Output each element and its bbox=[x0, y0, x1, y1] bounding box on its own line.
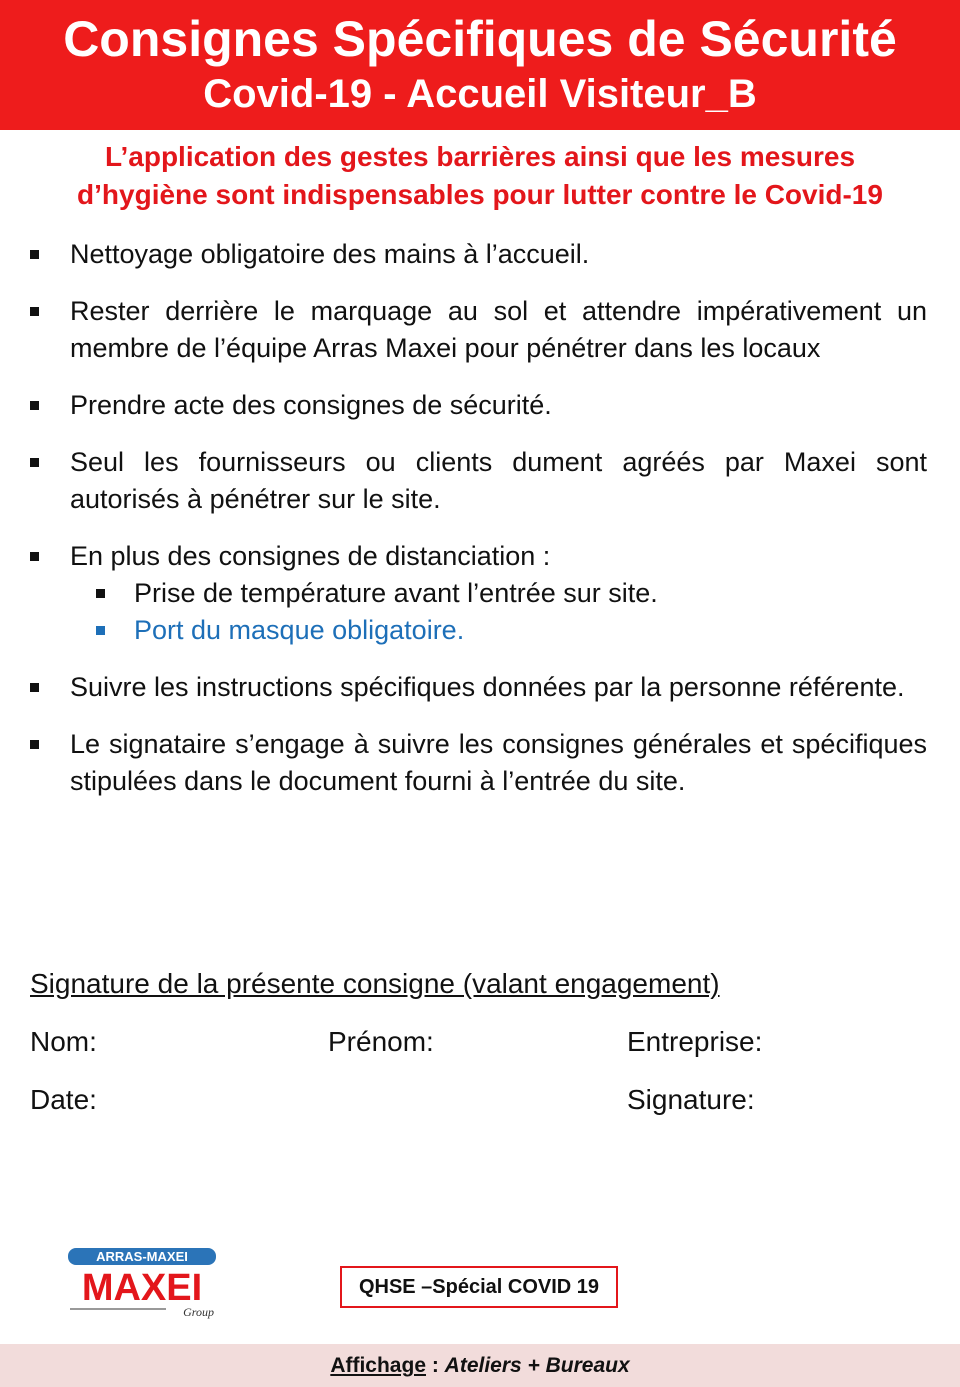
sub-list-item bbox=[30, 612, 927, 649]
square-bullet-icon bbox=[30, 307, 39, 316]
entreprise-field-label: Entreprise: bbox=[627, 1026, 763, 1057]
logo-main-text: MAXEI bbox=[81, 1267, 203, 1309]
footer-value: Ateliers + Bureaux bbox=[444, 1354, 630, 1377]
sub-list-item-text: Prise de température avant l’entrée sur site. bbox=[134, 578, 658, 608]
list-item-text: En plus des consignes de distanciation : bbox=[70, 541, 551, 571]
header-banner bbox=[0, 0, 960, 130]
list-item-text: Nettoyage obligatoire des mains à l’accueil. bbox=[70, 239, 590, 269]
list-item bbox=[30, 236, 927, 273]
square-bullet-icon bbox=[96, 589, 105, 598]
signature-field-label: Signature: bbox=[627, 1084, 755, 1115]
square-bullet-icon bbox=[30, 250, 39, 259]
page-subtitle: Covid-19 - Accueil Visiteur_B bbox=[203, 72, 757, 116]
list-item bbox=[30, 538, 927, 575]
sub-list-item bbox=[30, 575, 927, 612]
nom-field-label: Nom: bbox=[30, 1026, 97, 1057]
list-item-text: Prendre acte des consignes de sécurité. bbox=[70, 390, 552, 420]
square-bullet-icon bbox=[30, 401, 39, 410]
list-item-text: Rester derrière le marquage au sol et attendre impérativement un membre de l’équipe Arras Maxei pour pénétrer dans les locaux bbox=[70, 296, 927, 363]
list-item bbox=[30, 387, 927, 424]
list-item-text: Seul les fournisseurs ou clients dument agréés par Maxei sont autorisés à pénétrer sur le site. bbox=[70, 447, 927, 514]
list-item bbox=[30, 726, 927, 800]
instructions-list bbox=[30, 236, 927, 820]
list-item bbox=[30, 444, 927, 518]
sub-list-item-text: Port du masque obligatoire. bbox=[134, 615, 465, 645]
intro-statement bbox=[0, 138, 960, 214]
page-title: Consignes Spécifiques de Sécurité bbox=[63, 11, 897, 67]
logo-group-text: Group bbox=[183, 1305, 214, 1319]
list-item-text: Le signataire s’engage à suivre les consignes générales et spécifiques stipulées dans le document fourni à l’entrée du site. bbox=[70, 729, 927, 796]
square-bullet-icon bbox=[30, 683, 39, 692]
footer-separator: : bbox=[426, 1354, 445, 1377]
intro-line-1: L’application des gestes barrières ainsi que les mesures bbox=[104, 141, 856, 172]
list-item-text: Suivre les instructions spécifiques données par la personne référente. bbox=[70, 672, 905, 702]
prenom-field-label: Prénom: bbox=[328, 1026, 434, 1057]
arras-maxei-logo bbox=[66, 1248, 218, 1320]
footer-label: Affichage bbox=[330, 1354, 426, 1377]
qhse-badge: QHSE –Spécial COVID 19 bbox=[340, 1266, 618, 1308]
square-bullet-icon bbox=[96, 626, 105, 635]
date-field-label: Date: bbox=[30, 1084, 97, 1115]
list-item bbox=[30, 293, 927, 367]
square-bullet-icon bbox=[30, 740, 39, 749]
footer-bar bbox=[0, 1344, 960, 1387]
list-item bbox=[30, 669, 927, 706]
intro-line-2: d’hygiène sont indispensables pour lutter contre le Covid-19 bbox=[77, 179, 883, 210]
square-bullet-icon bbox=[30, 552, 39, 561]
signature-section-title: Signature de la présente consigne (valant engagement) bbox=[30, 968, 720, 999]
square-bullet-icon bbox=[30, 458, 39, 467]
logo-top-text: ARRAS-MAXEI bbox=[96, 1249, 188, 1264]
